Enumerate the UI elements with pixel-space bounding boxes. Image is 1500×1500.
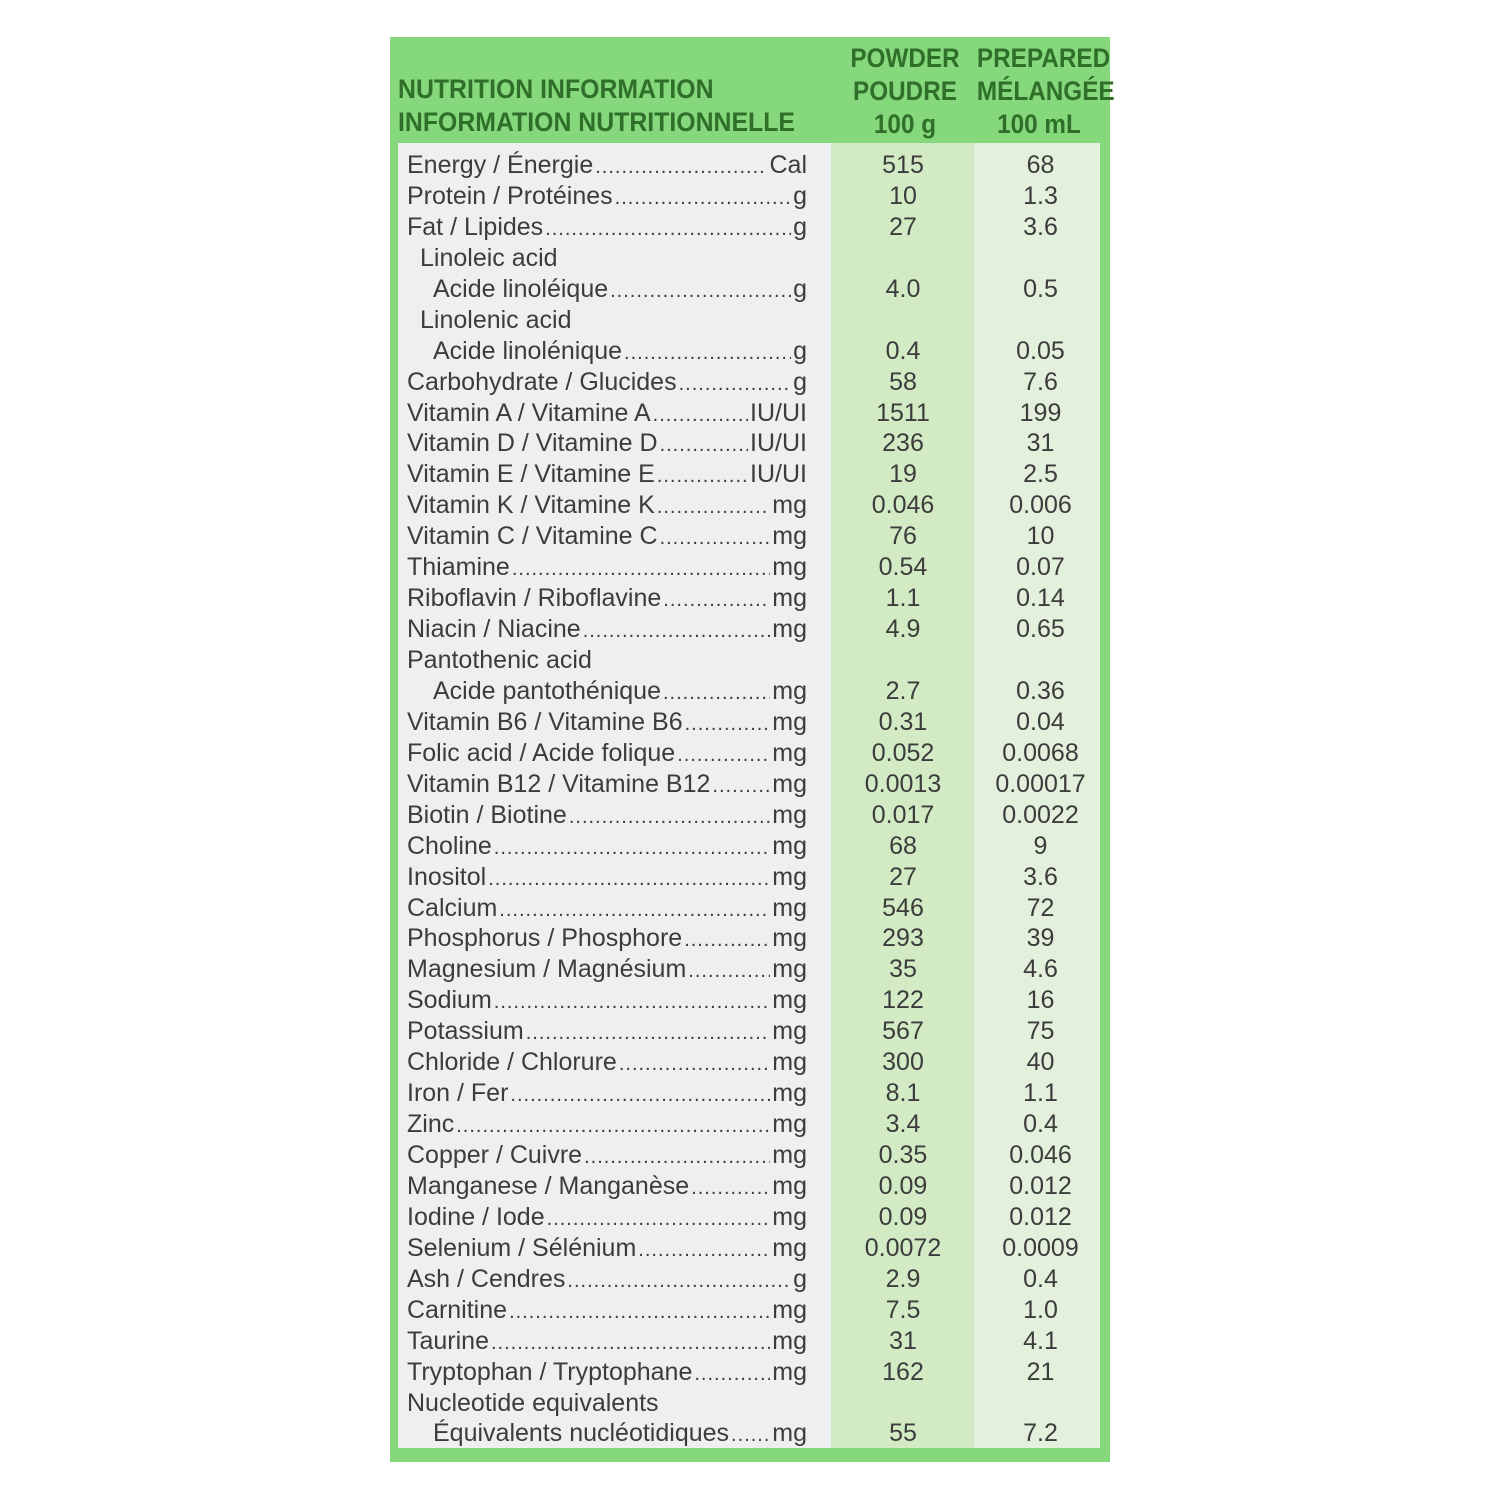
powder-value: 2.7 bbox=[885, 676, 921, 705]
nutrient-unit: mg bbox=[772, 1017, 807, 1046]
table-row bbox=[398, 1078, 1100, 1109]
dot-leader bbox=[615, 183, 791, 211]
prepared-value: 21 bbox=[1026, 1357, 1055, 1386]
dot-leader bbox=[624, 338, 791, 366]
nutrient-label-cell bbox=[407, 1140, 807, 1170]
prepared-value: 0.5 bbox=[1023, 274, 1058, 303]
nutrient-name: Acide linolénique bbox=[433, 336, 623, 365]
table-row bbox=[398, 1295, 1100, 1326]
table-row bbox=[398, 552, 1100, 583]
nutrient-label-cell bbox=[407, 490, 807, 520]
nutrient-name: Niacin / Niacine bbox=[407, 615, 581, 644]
nutrient-label-cell bbox=[407, 893, 807, 923]
powder-value: 31 bbox=[889, 1326, 917, 1355]
nutrient-label-cell bbox=[407, 1357, 807, 1387]
nutrient-unit: mg bbox=[772, 924, 807, 953]
powder-value: 546 bbox=[882, 893, 924, 922]
table-row bbox=[398, 831, 1100, 862]
prepared-value: 1.1 bbox=[1023, 1079, 1058, 1108]
dot-leader bbox=[512, 554, 770, 582]
table-row bbox=[398, 336, 1100, 367]
dot-leader bbox=[679, 369, 792, 397]
table-row bbox=[398, 645, 1100, 676]
prepared-value: 72 bbox=[1026, 893, 1055, 922]
nutrient-label-cell bbox=[407, 800, 807, 830]
nutrient-name: Phosphorus / Phosphore bbox=[407, 924, 683, 953]
table-row bbox=[398, 862, 1100, 893]
powder-header-fr: POUDRE bbox=[853, 76, 957, 106]
nutrient-unit: g bbox=[793, 1264, 807, 1293]
table-row bbox=[398, 1264, 1100, 1295]
prepared-value: 0.0022 bbox=[1002, 800, 1079, 829]
nutrient-unit: mg bbox=[772, 1171, 807, 1200]
table-row bbox=[398, 521, 1100, 552]
powder-value: 293 bbox=[882, 924, 924, 953]
nutrient-unit: mg bbox=[772, 800, 807, 829]
table-row bbox=[398, 1171, 1100, 1202]
nutrient-unit: g bbox=[793, 336, 807, 365]
dot-leader bbox=[567, 1266, 791, 1294]
dot-leader bbox=[610, 276, 791, 304]
dot-leader bbox=[510, 1080, 770, 1108]
nutrient-name: Calcium bbox=[407, 893, 498, 922]
nutrient-label-cell bbox=[407, 738, 807, 768]
dot-leader bbox=[731, 1420, 770, 1448]
powder-value: 300 bbox=[882, 1048, 924, 1077]
table-row bbox=[398, 490, 1100, 521]
nutrient-unit: g bbox=[793, 274, 807, 303]
dot-leader bbox=[657, 461, 748, 489]
table-row bbox=[398, 893, 1100, 924]
dot-leader bbox=[688, 956, 770, 984]
nutrient-name: Linoleic acid bbox=[420, 243, 558, 272]
powder-value: 1.1 bbox=[885, 584, 921, 613]
powder-value: 0.54 bbox=[878, 553, 928, 582]
nutrient-name: Acide linoléique bbox=[433, 274, 609, 303]
nutrient-label-cell bbox=[407, 1264, 807, 1294]
powder-value: 55 bbox=[889, 1419, 917, 1448]
nutrition-title bbox=[398, 73, 795, 139]
prepared-value: 3.6 bbox=[1023, 862, 1058, 891]
nutrient-label-cell bbox=[420, 243, 807, 273]
nutrient-unit: mg bbox=[772, 955, 807, 984]
dot-leader bbox=[595, 152, 767, 180]
powder-value: 236 bbox=[882, 429, 924, 458]
table-row bbox=[398, 769, 1100, 800]
nutrient-name: Tryptophan / Tryptophane bbox=[407, 1357, 693, 1386]
table-row bbox=[398, 676, 1100, 707]
powder-value: 27 bbox=[889, 212, 917, 241]
table-row bbox=[398, 1140, 1100, 1171]
nutrient-unit: mg bbox=[772, 862, 807, 891]
nutrient-unit: mg bbox=[772, 615, 807, 644]
nutrient-label-cell bbox=[407, 985, 807, 1015]
dot-leader bbox=[509, 1297, 770, 1325]
nutrient-label-cell bbox=[407, 1295, 807, 1325]
table-row bbox=[398, 738, 1100, 769]
table-row bbox=[398, 181, 1100, 212]
prepared-value: 75 bbox=[1026, 1017, 1055, 1046]
nutrient-unit: g bbox=[793, 367, 807, 396]
nutrient-name: Vitamin C / Vitamine C bbox=[407, 522, 658, 551]
nutrient-name: Zinc bbox=[407, 1110, 455, 1139]
powder-value: 1511 bbox=[876, 398, 930, 427]
nutrient-unit: mg bbox=[772, 491, 807, 520]
nutrient-unit: mg bbox=[772, 1141, 807, 1169]
nutrient-label-cell bbox=[407, 1202, 807, 1232]
nutrient-unit: mg bbox=[772, 738, 807, 767]
nutrient-label-cell bbox=[407, 1047, 807, 1077]
nutrient-name: Copper / Cuivre bbox=[407, 1141, 583, 1169]
nutrient-unit: mg bbox=[772, 769, 807, 798]
table-header bbox=[390, 37, 1115, 143]
nutrient-name: Chloride / Chlorure bbox=[407, 1048, 617, 1077]
table-row bbox=[398, 1418, 1100, 1449]
powder-value: 0.31 bbox=[878, 707, 928, 736]
nutrient-name: Équivalents nucléotidiques bbox=[433, 1419, 730, 1448]
powder-value: 58 bbox=[889, 367, 917, 396]
prepared-value: 0.07 bbox=[1016, 553, 1065, 582]
prepared-value: 0.046 bbox=[1009, 1141, 1072, 1169]
table-row bbox=[398, 1016, 1100, 1047]
prepared-value: 0.012 bbox=[1009, 1202, 1072, 1231]
prepared-value: 31 bbox=[1026, 429, 1055, 458]
nutrient-label-cell bbox=[407, 398, 807, 428]
powder-value: 567 bbox=[882, 1017, 924, 1046]
dot-leader bbox=[456, 1111, 770, 1139]
nutrient-name: Iron / Fer bbox=[407, 1079, 509, 1108]
dot-leader bbox=[619, 1049, 770, 1077]
table-row bbox=[398, 305, 1100, 336]
powder-value: 19 bbox=[889, 460, 917, 489]
nutrient-name: Linolenic acid bbox=[420, 305, 572, 334]
nutrient-unit: mg bbox=[772, 1419, 807, 1448]
table-row bbox=[398, 274, 1100, 305]
nutrient-label-cell bbox=[407, 862, 807, 892]
nutrient-name: Vitamin A / Vitamine A bbox=[407, 398, 651, 427]
prepared-header-amount: 100 mL bbox=[997, 109, 1081, 139]
prepared-value: 40 bbox=[1026, 1048, 1055, 1077]
powder-value: 4.0 bbox=[885, 274, 921, 303]
prepared-value: 0.012 bbox=[1009, 1171, 1072, 1200]
prepared-value: 16 bbox=[1026, 986, 1055, 1015]
powder-header-en: POWDER bbox=[850, 43, 960, 73]
nutrient-unit: g bbox=[793, 181, 807, 210]
nutrient-name: Nucleotide equivalents bbox=[407, 1388, 659, 1417]
table-row bbox=[398, 800, 1100, 831]
dot-leader bbox=[569, 802, 770, 830]
table-row bbox=[398, 954, 1100, 985]
nutrient-name: Vitamin B12 / Vitamine B12 bbox=[407, 769, 711, 798]
prepared-value: 39 bbox=[1026, 924, 1055, 953]
prepared-value: 1.0 bbox=[1023, 1295, 1058, 1324]
nutrient-name: Energy / Énergie bbox=[407, 151, 594, 179]
nutrient-unit: mg bbox=[772, 1326, 807, 1355]
table-row bbox=[398, 1326, 1100, 1357]
nutrient-name: Choline bbox=[407, 831, 492, 860]
nutrient-unit: mg bbox=[772, 1079, 807, 1108]
dot-leader bbox=[663, 678, 770, 706]
nutrient-label-cell bbox=[407, 1233, 807, 1263]
nutrient-name: Carbohydrate / Glucides bbox=[407, 367, 677, 396]
dot-leader bbox=[499, 895, 770, 923]
nutrient-unit: mg bbox=[772, 986, 807, 1015]
dot-leader bbox=[677, 740, 770, 768]
powder-value: 0.017 bbox=[871, 800, 935, 829]
nutrient-name: Carnitine bbox=[407, 1295, 508, 1324]
powder-value: 0.09 bbox=[878, 1171, 928, 1200]
nutrient-name: Ash / Cendres bbox=[407, 1264, 566, 1293]
nutrient-label-cell bbox=[407, 1078, 807, 1108]
nutrition-panel bbox=[390, 37, 1115, 1462]
nutrient-name: Acide pantothénique bbox=[433, 676, 661, 705]
prepared-value: 199 bbox=[1019, 398, 1062, 427]
prepared-value: 4.6 bbox=[1023, 955, 1058, 984]
powder-value: 162 bbox=[882, 1357, 924, 1386]
nutrient-label-cell bbox=[407, 954, 807, 984]
prepared-value: 2.5 bbox=[1023, 460, 1058, 489]
nutrient-name: Inositol bbox=[407, 862, 487, 891]
nutrient-unit: mg bbox=[772, 707, 807, 736]
prepared-value: 0.4 bbox=[1023, 1110, 1058, 1139]
nutrient-name: Pantothenic acid bbox=[407, 646, 592, 674]
nutrient-label-cell bbox=[433, 274, 807, 304]
nutrient-name: Manganese / Manganèse bbox=[407, 1171, 690, 1200]
nutrient-name: Sodium bbox=[407, 986, 492, 1015]
powder-value: 515 bbox=[882, 151, 924, 179]
title-french: INFORMATION NUTRITIONNELLE bbox=[398, 107, 795, 137]
nutrient-label-cell bbox=[407, 212, 807, 242]
nutrient-unit: mg bbox=[772, 1295, 807, 1324]
powder-value: 8.1 bbox=[885, 1079, 921, 1108]
nutrient-unit: IU/UI bbox=[750, 398, 807, 427]
nutrient-name: Folic acid / Acide folique bbox=[407, 738, 676, 767]
powder-header-amount: 100 g bbox=[873, 109, 937, 139]
table-row bbox=[398, 367, 1100, 398]
dot-leader bbox=[491, 1328, 770, 1356]
nutrient-label-cell bbox=[407, 1016, 807, 1046]
nutrient-label-cell bbox=[407, 583, 807, 613]
nutrient-label-cell bbox=[407, 181, 807, 211]
prepared-value: 0.04 bbox=[1016, 707, 1065, 736]
nutrient-label-cell bbox=[433, 1418, 807, 1448]
prepared-column-header bbox=[976, 42, 1115, 141]
dot-leader bbox=[583, 616, 771, 644]
table-row bbox=[398, 459, 1100, 490]
powder-value: 0.35 bbox=[878, 1141, 928, 1169]
powder-value: 0.052 bbox=[871, 738, 935, 767]
powder-value: 0.09 bbox=[878, 1202, 928, 1231]
table-row bbox=[398, 243, 1100, 274]
powder-value: 68 bbox=[889, 831, 917, 860]
dot-leader bbox=[691, 1173, 770, 1201]
table-row bbox=[398, 428, 1100, 459]
nutrient-unit: mg bbox=[772, 1048, 807, 1077]
powder-value: 2.9 bbox=[885, 1264, 921, 1293]
prepared-value: 0.05 bbox=[1016, 336, 1065, 365]
powder-value: 27 bbox=[889, 862, 917, 891]
table-row bbox=[398, 1109, 1100, 1140]
powder-value: 10 bbox=[889, 181, 917, 210]
nutrient-unit: mg bbox=[772, 1202, 807, 1231]
nutrient-rows bbox=[398, 150, 1100, 1449]
nutrient-unit: mg bbox=[772, 522, 807, 551]
nutrient-name: Riboflavin / Riboflavine bbox=[407, 584, 662, 613]
prepared-header-en: PREPARED bbox=[976, 43, 1111, 73]
table-row bbox=[398, 614, 1100, 645]
nutrient-name: Thiamine bbox=[407, 553, 510, 582]
powder-column-header bbox=[847, 42, 964, 141]
nutrient-label-cell bbox=[407, 1326, 807, 1356]
dot-leader bbox=[653, 400, 748, 428]
nutrient-name: Protein / Protéines bbox=[407, 181, 613, 210]
dot-leader bbox=[663, 585, 770, 613]
powder-value: 0.046 bbox=[871, 491, 935, 520]
nutrient-name: Vitamin B6 / Vitamine B6 bbox=[407, 707, 683, 736]
table-row bbox=[398, 150, 1100, 181]
dot-leader bbox=[494, 833, 770, 861]
nutrient-label-cell bbox=[407, 1109, 807, 1139]
prepared-value: 7.6 bbox=[1023, 367, 1058, 396]
nutrient-label-cell bbox=[407, 831, 807, 861]
nutrient-label-cell bbox=[420, 305, 807, 335]
nutrient-name: Vitamin D / Vitamine D bbox=[407, 429, 658, 458]
nutrient-label-cell bbox=[433, 336, 807, 366]
prepared-value: 3.6 bbox=[1023, 212, 1058, 241]
nutrient-label-cell bbox=[407, 769, 807, 799]
nutrient-label-cell bbox=[433, 676, 807, 706]
nutrient-unit: IU/UI bbox=[750, 429, 807, 458]
nutrient-label-cell bbox=[407, 923, 807, 953]
table-row bbox=[398, 1233, 1100, 1264]
powder-value: 122 bbox=[882, 986, 924, 1015]
nutrient-name: Vitamin E / Vitamine E bbox=[407, 460, 655, 489]
prepared-value: 0.0009 bbox=[1002, 1233, 1079, 1262]
dot-leader bbox=[638, 1235, 770, 1263]
nutrient-unit: mg bbox=[772, 584, 807, 613]
powder-value: 0.0072 bbox=[864, 1233, 942, 1262]
powder-value: 76 bbox=[889, 522, 917, 551]
powder-value: 0.4 bbox=[885, 336, 921, 365]
nutrient-unit: Cal bbox=[769, 151, 807, 179]
table-row bbox=[398, 923, 1100, 954]
prepared-value: 0.36 bbox=[1016, 676, 1065, 705]
prepared-value: 0.14 bbox=[1016, 584, 1065, 613]
nutrient-label-cell bbox=[407, 1388, 807, 1418]
powder-value: 0.0013 bbox=[864, 769, 942, 798]
prepared-value: 1.3 bbox=[1023, 181, 1058, 210]
prepared-value: 0.4 bbox=[1023, 1264, 1058, 1293]
table-row bbox=[398, 212, 1100, 243]
prepared-value: 0.65 bbox=[1016, 615, 1065, 644]
nutrient-label-cell bbox=[407, 552, 807, 582]
dot-leader bbox=[488, 864, 770, 892]
dot-leader bbox=[660, 430, 748, 458]
nutrient-name: Vitamin K / Vitamine K bbox=[407, 491, 655, 520]
prepared-value: 68 bbox=[1026, 151, 1055, 179]
nutrient-unit: mg bbox=[772, 1110, 807, 1139]
table-row bbox=[398, 398, 1100, 429]
powder-value: 4.9 bbox=[885, 615, 921, 644]
dot-leader bbox=[694, 1359, 770, 1387]
dot-leader bbox=[547, 1204, 771, 1232]
table-row bbox=[398, 707, 1100, 738]
dot-leader bbox=[685, 709, 771, 737]
nutrient-unit: mg bbox=[772, 1233, 807, 1262]
prepared-value: 10 bbox=[1026, 522, 1055, 551]
powder-value: 35 bbox=[889, 955, 917, 984]
nutrient-name: Selenium / Sélénium bbox=[407, 1233, 637, 1262]
nutrient-unit: mg bbox=[772, 553, 807, 582]
table-row bbox=[398, 1202, 1100, 1233]
nutrient-label-cell bbox=[407, 707, 807, 737]
dot-leader bbox=[684, 925, 770, 953]
nutrient-name: Taurine bbox=[407, 1326, 489, 1355]
nutrient-unit: IU/UI bbox=[750, 460, 807, 489]
dot-leader bbox=[545, 214, 791, 242]
prepared-value: 0.0068 bbox=[1002, 738, 1079, 767]
nutrient-label-cell bbox=[407, 367, 807, 397]
nutrient-label-cell bbox=[407, 521, 807, 551]
nutrient-unit: mg bbox=[772, 831, 807, 860]
nutrient-name: Fat / Lipides bbox=[407, 212, 544, 241]
dot-leader bbox=[494, 987, 771, 1015]
table-row bbox=[398, 1047, 1100, 1078]
nutrient-unit: mg bbox=[772, 1357, 807, 1386]
dot-leader bbox=[657, 492, 770, 520]
nutrient-label-cell bbox=[407, 428, 807, 458]
dot-leader bbox=[712, 771, 770, 799]
table-row bbox=[398, 1388, 1100, 1419]
nutrient-label-cell bbox=[407, 645, 807, 675]
nutrient-name: Iodine / Iode bbox=[407, 1202, 545, 1231]
dot-leader bbox=[584, 1142, 770, 1170]
nutrient-label-cell bbox=[407, 459, 807, 489]
nutrient-name: Potassium bbox=[407, 1017, 524, 1046]
nutrient-name: Biotin / Biotine bbox=[407, 800, 567, 829]
prepared-value: 4.1 bbox=[1023, 1326, 1058, 1355]
dot-leader bbox=[526, 1018, 771, 1046]
nutrient-label-cell bbox=[407, 614, 807, 644]
prepared-value: 0.006 bbox=[1009, 491, 1072, 520]
prepared-value: 9 bbox=[1033, 831, 1048, 860]
powder-value: 7.5 bbox=[885, 1295, 921, 1324]
prepared-value: 0.00017 bbox=[995, 769, 1086, 798]
prepared-header-fr: MÉLANGÉE bbox=[976, 76, 1115, 106]
nutrient-label-cell bbox=[407, 150, 807, 180]
table-row bbox=[398, 985, 1100, 1016]
nutrient-unit: mg bbox=[772, 893, 807, 922]
nutrient-unit: g bbox=[793, 212, 807, 241]
nutrient-name: Magnesium / Magnésium bbox=[407, 955, 687, 984]
nutrient-label-cell bbox=[407, 1171, 807, 1201]
title-english: NUTRITION INFORMATION bbox=[398, 74, 714, 104]
prepared-value: 7.2 bbox=[1023, 1419, 1058, 1448]
table-row bbox=[398, 583, 1100, 614]
nutrient-unit: mg bbox=[772, 676, 807, 705]
table-row bbox=[398, 1357, 1100, 1388]
powder-value: 3.4 bbox=[885, 1110, 921, 1139]
nutrient-table bbox=[398, 143, 1100, 1448]
dot-leader bbox=[660, 523, 771, 551]
